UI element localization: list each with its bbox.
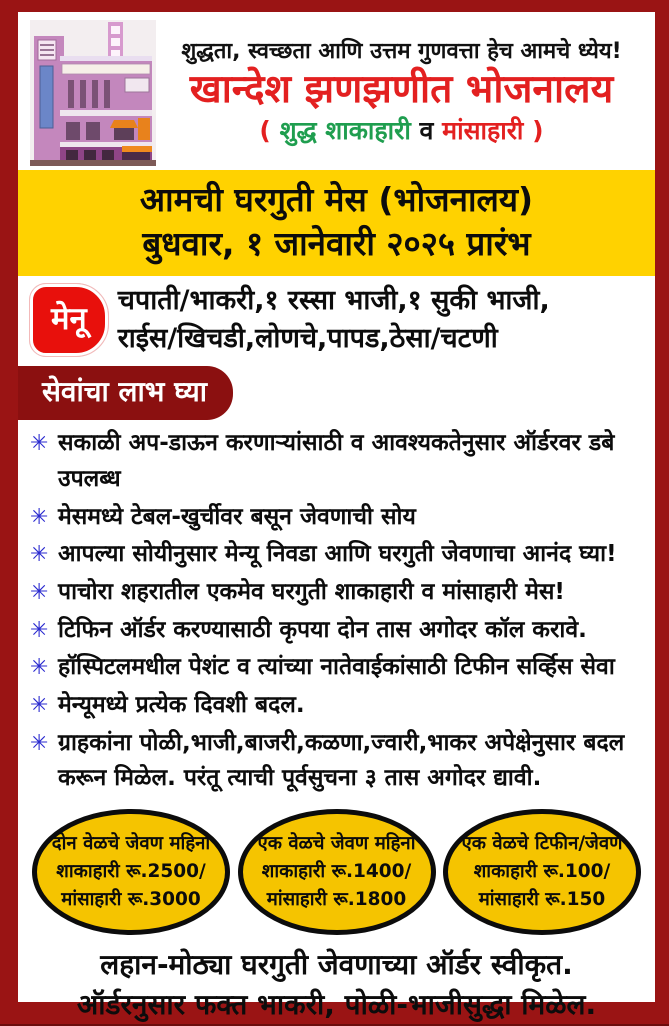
subtitle-open-paren: ( <box>259 115 280 145</box>
announcement-banner <box>18 170 655 276</box>
oval-veg-price: शाकाहारी रू.2500/ <box>56 860 206 882</box>
announcement-line-1: आमची घरगुती मेस (भोजनालय) <box>139 180 534 219</box>
asterisk-bullet-icon: ✳ <box>30 692 49 718</box>
subtitle-veg-label: शुद्ध शाकाहारी <box>279 115 411 145</box>
oval-title: एक वेळचे जेवण महिना <box>257 833 416 855</box>
service-text: मेसमध्ये टेबल-खुर्चीवर बसून जेवणाची सोय <box>58 503 416 530</box>
price-ovals <box>32 809 641 935</box>
tagline: शुद्धता, स्वच्छता आणि उत्तम गुणवत्ता हेच आमचे ध्येय! <box>181 38 622 64</box>
announcement-line-2: बुधवार, १ जानेवारी २०२५ प्रारंभ <box>142 223 531 263</box>
list-item <box>30 537 643 573</box>
services-heading-banner: सेवांचा लाभ घ्या <box>18 366 233 420</box>
menu-line-2: राईस/खिचडी,लोणचे,पापड,ठेसा/चटणी <box>117 323 498 355</box>
list-item <box>30 500 643 536</box>
oval-nonveg-price: मांसाहारी रू.3000 <box>61 888 201 910</box>
subtitle <box>259 115 543 148</box>
subtitle-nonveg-label: मांसाहारी <box>442 115 524 145</box>
service-text: टिफिन ऑर्डर करण्यासाठी कृपया दोन तास अगोदर कॉल करावे. <box>58 616 587 643</box>
service-text: मेन्यूमध्ये प्रत्येक दिवशी बदल. <box>58 691 305 718</box>
services-list <box>30 426 643 798</box>
page-title: खान्देश झणझणीत भोजनालय <box>189 67 614 113</box>
service-text: ग्राहकांना पोळी,भाजी,बाजरी,कळणा,ज्वारी,भाकर अपेक्षेनुसार बदल करून मिळेल. परंतू त्याची पूर्वसुचना ३ तास अगोदर द्यावी. <box>58 729 625 792</box>
service-text: सकाळी अप-डाऊन करणाऱ्यांसाठी व आवश्यकतेनुसार ऑर्डरवर डबे उपलब्ध <box>58 430 615 493</box>
asterisk-bullet-icon: ✳ <box>30 579 49 605</box>
asterisk-bullet-icon: ✳ <box>30 542 49 568</box>
menu-items <box>108 282 550 359</box>
footer-line-2: ऑर्डरनुसार फक्त भाकरी, पोळी-भाजीसुद्धा मिळेल. <box>76 988 597 1022</box>
list-item <box>30 688 643 724</box>
list-item <box>30 575 643 611</box>
header <box>30 18 643 166</box>
footer-note <box>30 945 643 1026</box>
service-text: पाचोरा शहरातील एकमेव घरगुती शाकाहारी व मांसाहारी मेस! <box>58 578 565 605</box>
menu-label-badge: मेनू <box>30 284 108 356</box>
service-text: आपल्या सोयीनुसार मेन्यू निवडा आणि घरगुती जेवणाचा आनंद घ्या! <box>58 541 617 568</box>
oval-veg-price: शाकाहारी रू.100/ <box>473 860 611 882</box>
menu-line-1: चपाती/भाकरी,१ रस्सा भाजी,१ सुकी भाजी, <box>117 284 550 316</box>
asterisk-bullet-icon: ✳ <box>30 655 49 681</box>
asterisk-bullet-icon: ✳ <box>30 730 49 756</box>
asterisk-bullet-icon: ✳ <box>30 504 49 530</box>
subtitle-conjunction: व <box>410 115 443 145</box>
oval-veg-price: शाकाहारी रू.1400/ <box>261 860 412 882</box>
content-panel <box>18 12 655 1022</box>
menu-section <box>30 282 643 359</box>
oval-nonveg-price: मांसाहारी रू.1800 <box>266 888 407 910</box>
price-oval-two-meals <box>32 809 230 935</box>
list-item <box>30 726 643 797</box>
oval-title: दोन वेळचे जेवण महिना <box>51 833 211 855</box>
header-text <box>156 18 643 166</box>
asterisk-bullet-icon: ✳ <box>30 617 49 643</box>
list-item <box>30 426 643 497</box>
oval-nonveg-price: मांसाहारी रू.150 <box>478 888 606 910</box>
building-photo <box>30 20 156 166</box>
oval-title: एक वेळचे टिफीन/जेवण <box>461 833 623 855</box>
list-item <box>30 650 643 686</box>
service-text: हॉस्पिटलमधील पेशंट व त्यांच्या नातेवाईकांसाठी टिफीन सर्व्हिस सेवा <box>58 654 615 681</box>
list-item <box>30 613 643 649</box>
price-oval-tiffin <box>443 809 641 935</box>
subtitle-close-paren: ) <box>523 115 544 145</box>
price-oval-one-meal <box>238 809 436 935</box>
asterisk-bullet-icon: ✳ <box>30 431 49 457</box>
footer-line-1: लहान-मोठ्या घरगुती जेवणाच्या ऑर्डर स्वीकृत. <box>100 947 573 981</box>
